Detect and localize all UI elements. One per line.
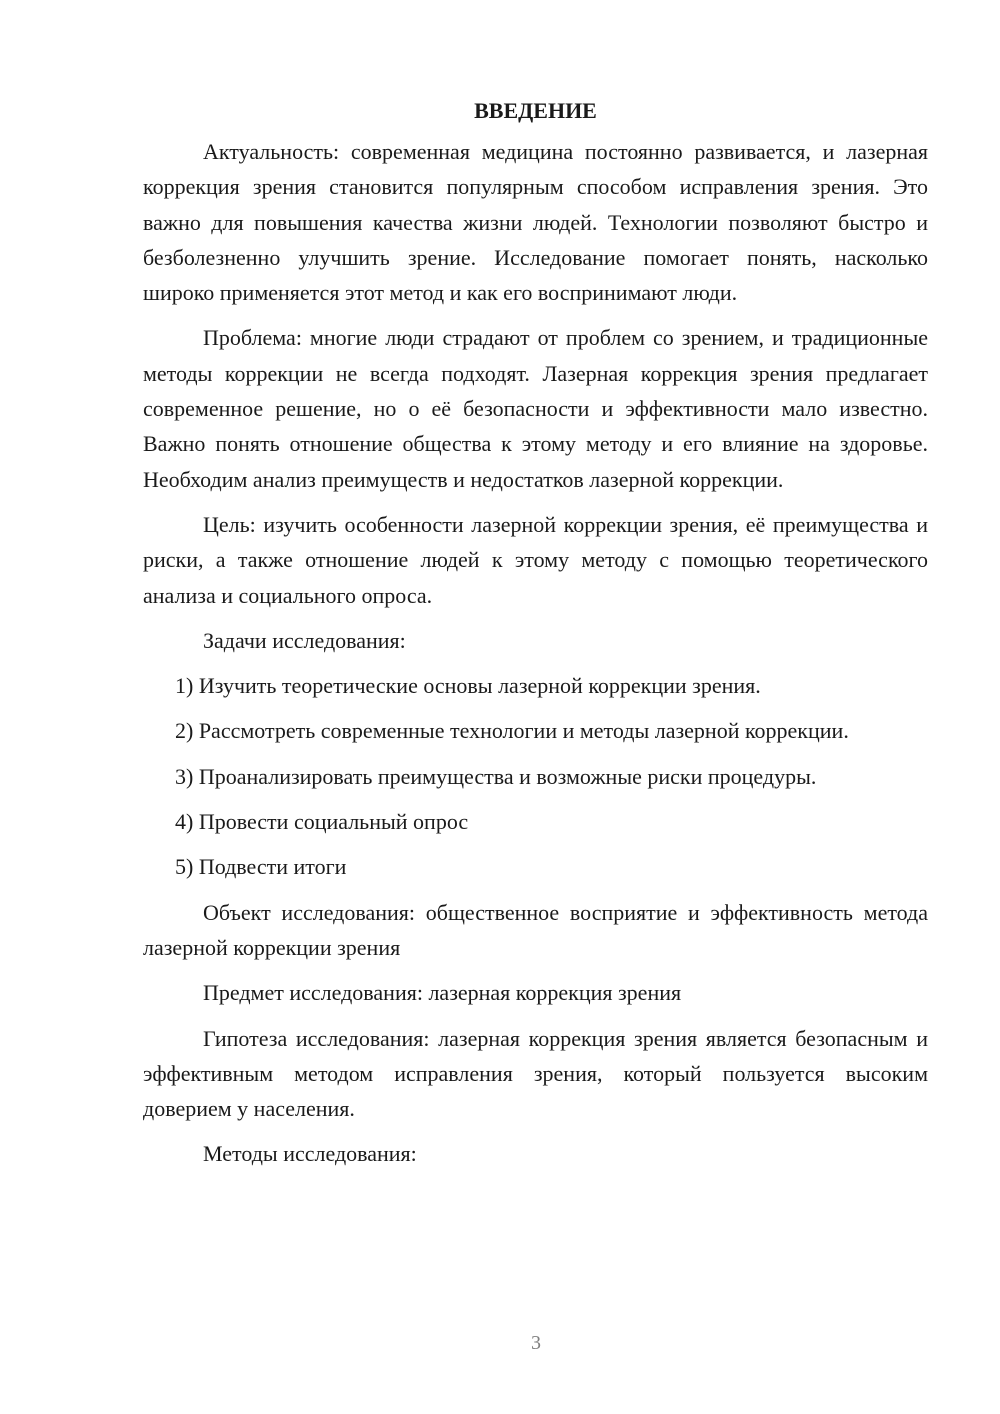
- page-number: 3: [531, 1332, 541, 1354]
- hypothesis-paragraph: Гипотеза исследования: лазерная коррекция зрения является безопасным и эффективным методом исправления зрения, который пользуется высоким доверием у населения.: [143, 1025, 928, 1122]
- task-item: 3) Проанализировать преимущества и возможные риски процедуры.: [175, 763, 817, 789]
- task-item: 4) Провести социальный опрос: [175, 809, 469, 835]
- task-item: 5) Подвести итоги: [175, 854, 347, 880]
- page-content: [143, 96, 928, 1182]
- goal-paragraph: Цель: изучить особенности лазерной коррекции зрения, её преимущества и риски, а также отношение людей к этому методу с помощью теоретического анализа и социального опроса.: [143, 511, 928, 608]
- methods-heading: Методы исследования:: [203, 1141, 417, 1167]
- relevance-paragraph: Актуальность: современная медицина постоянно развивается, и лазерная коррекция зрения становится популярным способом исправления зрения. Это важно для повышения качества жизни людей. Технологии позволяют быстро и безболезненно улучшить зрение. Исследование помогает понять, насколько широко применяется этот метод и как его воспринимают люди.: [143, 139, 928, 306]
- task-item: 2) Рассмотреть современные технологии и методы лазерной коррекции.: [175, 718, 849, 744]
- section-title: ВВЕДЕНИЕ: [474, 98, 597, 123]
- object-paragraph: Объект исследования: общественное восприятие и эффективность метода лазерной коррекции зрения: [143, 899, 928, 960]
- problem-paragraph: Проблема: многие люди страдают от проблем со зрением, и традиционные методы коррекции не всегда подходят. Лазерная коррекция зрения предлагает современное решение, но о её безопасности и эффективности мало известно. Важно понять отношение общества к этому методу и его влияние на здоровье. Необходим анализ преимуществ и недостатков лазерной коррекции.: [143, 325, 928, 492]
- task-item: 1) Изучить теоретические основы лазерной коррекции зрения.: [175, 673, 761, 699]
- tasks-heading: Задачи исследования:: [203, 627, 406, 653]
- subject-paragraph: Предмет исследования: лазерная коррекция зрения: [203, 980, 682, 1006]
